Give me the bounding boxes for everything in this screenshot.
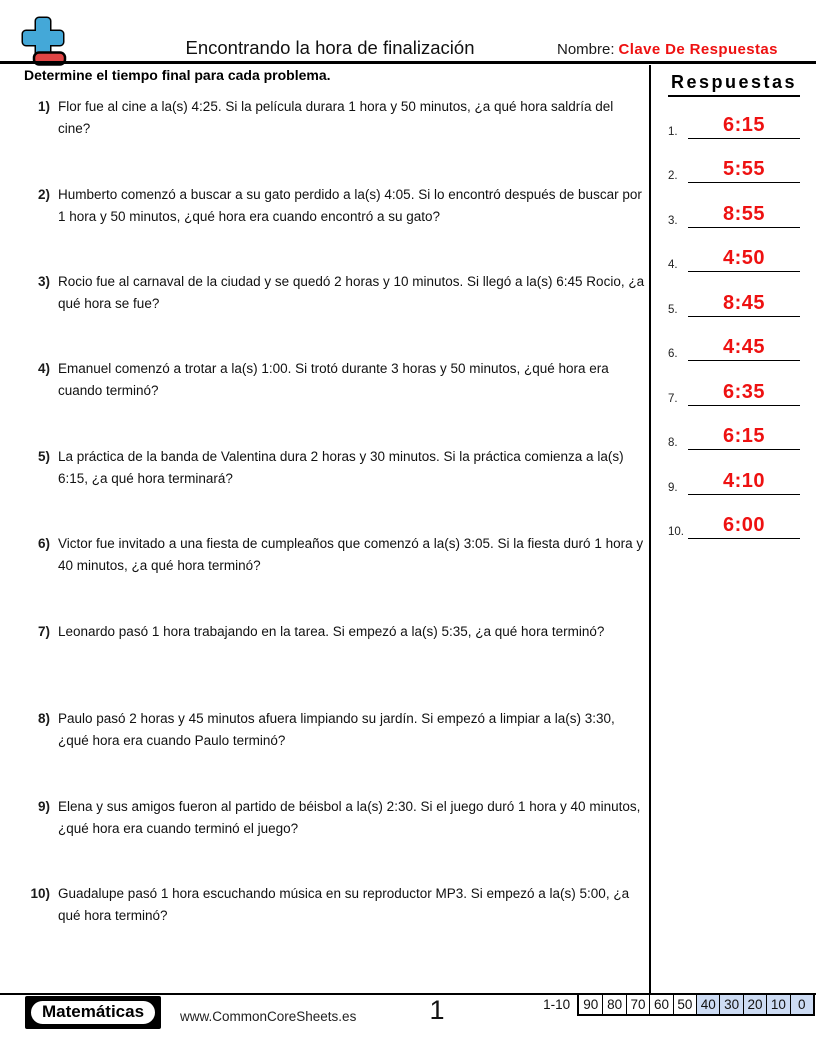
answer-row [668,327,812,361]
page-title: Encontrando la hora de finalización [185,37,475,58]
answer-value: 6:15 [722,114,766,136]
header-divider [0,61,816,64]
page-number: 1 [429,995,445,1025]
problem-text: Emanuel comenzó a trotar a la(s) 1:00. Si trotó durante 3 horas y 50 minutos, ¿qué hora era cuando terminó? [58,361,609,398]
problem-text: Guadalupe pasó 1 hora escuchando música en su reproductor MP3. Si empezó a la(s) 5:00, ¿a qué hora terminó? [58,886,630,923]
score-table [577,993,815,1016]
problem-text: Leonardo pasó 1 hora trabajando en la tarea. Si empezó a la(s) 5:35, ¿a qué hora terminó? [58,624,605,639]
problem-text: Victor fue invitado a una fiesta de cumpleaños que comenzó a la(s) 3:05. Si la fiesta duró 1 hora y 40 minutos, ¿a qué hora terminó? [58,536,644,573]
score-cell: 70 [626,995,649,1014]
answer-value: 5:55 [722,158,766,180]
score-range-label: 1-10 [543,997,571,1012]
answer-blank-line [688,158,800,183]
problem-text: Paulo pasó 2 horas y 45 minutos afuera limpiando su jardín. Si empezó a limpiar a la(s) 3:30, ¿qué hora era cuando Paulo terminó? [58,711,615,748]
answer-number: 8. [668,437,678,449]
problem-item [24,621,646,643]
answer-row [668,461,812,495]
score-cell: 0 [790,995,813,1014]
score-cell: 20 [743,995,766,1014]
name-block [557,41,778,58]
answer-blank-line [688,425,800,450]
problem-number: 9) [37,799,50,814]
problem-number: 2) [37,187,50,202]
answer-row [668,238,812,272]
problem-item [24,96,646,139]
score-cell: 50 [673,995,696,1014]
answer-key-label: Clave De Respuestas [618,41,778,58]
answer-value: 8:55 [722,203,766,225]
answer-blank-line [688,470,800,495]
problem-number: 3) [37,274,50,289]
answer-value: 6:15 [722,425,766,447]
answer-number: 6. [668,348,678,360]
brand-label: Matemáticas [30,1000,156,1025]
problem-item [24,796,646,839]
answer-number: 1. [668,126,678,138]
answer-blank-line [688,381,800,406]
score-cell: 40 [696,995,719,1014]
answer-value: 8:45 [722,292,766,314]
score-cell: 80 [602,995,625,1014]
problem-number: 5) [37,449,50,464]
answers-column-divider [649,65,651,994]
answer-row [668,505,812,539]
problem-text: Elena y sus amigos fueron al partido de béisbol a la(s) 2:30. Si el juego duró 1 hora y 40 minutos, ¿qué hora era cuando terminó el juego? [58,799,641,836]
name-label: Nombre: [557,41,615,58]
score-cell: 90 [583,997,599,1012]
problem-item [24,271,646,314]
problem-number: 7) [37,624,50,639]
score-cell: 10 [766,995,789,1014]
answer-row [668,416,812,450]
answer-value: 4:10 [722,470,766,492]
answer-value: 4:45 [722,336,766,358]
problem-item [24,533,646,576]
answer-row [668,194,812,228]
answer-blank-line [688,114,800,139]
answer-blank-line [688,514,800,539]
answer-number: 5. [668,304,678,316]
answer-value: 6:35 [722,381,766,403]
score-cell: 30 [719,995,742,1014]
problem-item [24,184,646,227]
answer-row [668,149,812,183]
answer-number: 10. [668,526,684,538]
answers-heading: Respuestas [655,72,813,97]
problem-number: 4) [37,361,50,376]
problem-text: Flor fue al cine a la(s) 4:25. Si la película durara 1 hora y 50 minutos, ¿a qué hora saldría del cine? [58,99,614,136]
answer-number: 7. [668,393,678,405]
answer-number: 9. [668,482,678,494]
answer-blank-line [688,292,800,317]
problem-number: 6) [37,536,50,551]
instruction-text: Determine el tiempo final para cada problema. [24,67,331,83]
problem-number: 10) [30,886,50,901]
answer-value: 4:50 [722,247,766,269]
answer-blank-line [688,247,800,272]
problem-number: 1) [37,99,50,114]
website-url: www.CommonCoreSheets.es [180,1009,357,1024]
problem-item [24,446,646,489]
problem-text: Rocio fue al carnaval de la ciudad y se quedó 2 horas y 10 minutos. Si llegó a la(s) 6:45 Rocio, ¿a qué hora se fue? [58,274,645,311]
score-tracker [543,993,815,1016]
answer-blank-line [688,203,800,228]
score-cell: 60 [649,995,672,1014]
problem-item [24,883,646,926]
problem-number: 8) [37,711,50,726]
problem-text: La práctica de la banda de Valentina dura 2 horas y 30 minutos. Si la práctica comienza a la(s) 6:15, ¿a qué hora terminará? [58,449,624,486]
problem-text: Humberto comenzó a buscar a su gato perdido a la(s) 4:05. Si lo encontró después de buscar por 1 hora y 50 minutos, ¿qué hora era cuando encontró a su gato? [58,187,642,224]
answer-row [668,283,812,317]
answer-number: 3. [668,215,678,227]
problem-item [24,708,646,751]
answer-number: 4. [668,259,678,271]
answer-blank-line [688,336,800,361]
answer-number: 2. [668,170,678,182]
answer-row [668,372,812,406]
brand-logo [25,996,161,1029]
problem-item [24,358,646,401]
answer-row [668,105,812,139]
answer-value: 6:00 [722,514,766,536]
